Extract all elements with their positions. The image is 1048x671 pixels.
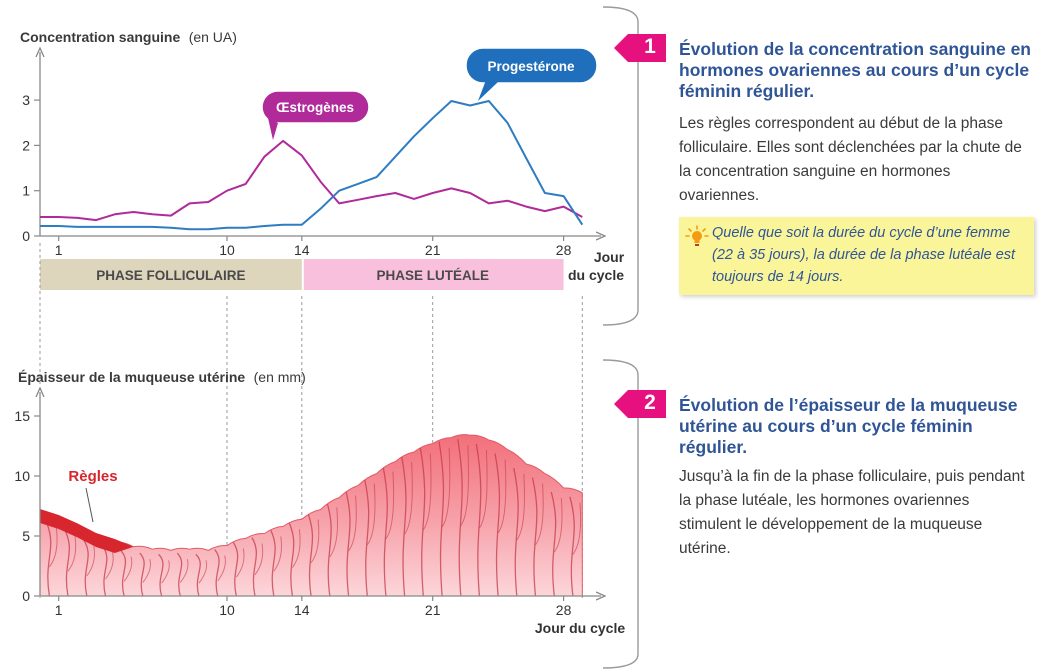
chart2-ytick-label: 15 [14, 408, 30, 424]
info-note-text: Quelle que soit la durée du cycle d’une femme (22 à 35 jours), la durée de la phase lutéale est toujours de 14 jours. [712, 225, 1016, 285]
chart2-xlabel: Jour du cycle [534, 620, 626, 636]
chart2-xtick-label: 28 [555, 602, 572, 618]
chart1-xlabel-line2: du cycle [567, 267, 625, 283]
chart1-ytick-label: 3 [22, 92, 30, 109]
chart1-ytick-label: 2 [22, 137, 30, 154]
phase-label: PHASE LUTÉALE [376, 268, 489, 283]
progesterone-callout [466, 48, 597, 101]
oestrogenes-label: Œstrogènes [275, 100, 355, 115]
chart1-ylabel-unit: (en UA) [188, 29, 237, 45]
section-1-badge [614, 33, 666, 63]
muqueuse-area [40, 435, 582, 596]
regles-pointer [86, 488, 93, 522]
section-2-title: Évolution de l’épaisseur de la muqueuse utérine au cours d’un cycle féminin régulier. [679, 395, 1018, 457]
chart1-xlabel-line1: Jour [593, 249, 625, 265]
chart1-ytick-label: 0 [22, 228, 30, 244]
chart2 [14, 369, 625, 636]
oestrogenes-line [40, 141, 582, 220]
section-2-number: 2 [644, 391, 656, 414]
chart2-ylabel-unit: (en mm) [253, 369, 306, 385]
chart2-ytick-label: 10 [14, 468, 30, 484]
chart1-ylabel-main: Concentration sanguine [20, 29, 181, 45]
chart2-ylabel [18, 369, 306, 386]
section-1-body: Les règles correspondent au début de la phase folliculaire. Elles sont déclenchées par la chute de la concentration sanguine en hormones ovariennes. [679, 115, 1022, 204]
chart2-xtick-label: 10 [219, 602, 235, 618]
chart1-xtick-label: 21 [424, 242, 441, 258]
phase-label: PHASE FOLLICULAIRE [96, 268, 246, 283]
chart1-ytick-label: 1 [22, 182, 30, 199]
chart1-ylabel [20, 29, 237, 46]
oestrogenes-callout [262, 91, 369, 140]
chart2-ylabel-main: Épaisseur de la muqueuse utérine [18, 369, 246, 385]
lightbulb-icon [685, 225, 709, 254]
section-2-body: Jusqu’à la fin de la phase folliculaire, puis pendant la phase lutéale, les hormones ovariennes stimulent le développement de la muqueuse utérine. [679, 468, 1025, 557]
info-note [679, 217, 1034, 295]
chart2-ytick-label: 5 [22, 528, 30, 544]
chart1-xtick-label: 14 [294, 242, 310, 258]
chart2-xtick-label: 21 [424, 602, 441, 618]
chart1-xtick-label: 1 [54, 242, 63, 258]
section-1-number: 1 [644, 35, 656, 58]
regles-label: Règles [68, 468, 118, 485]
chart2-xtick-label: 14 [294, 602, 310, 618]
chart1 [20, 29, 625, 290]
chart1-xtick-label: 10 [219, 242, 235, 258]
chart2-xtick-label: 1 [54, 602, 63, 618]
chart1-xtick-label: 28 [555, 242, 572, 258]
section-1-title: Évolution de la concentration sanguine en hormones ovariennes au cours d’un cycle féminin régulier. [679, 39, 1031, 101]
section-2-badge [614, 389, 666, 419]
progesterone-label: Progestérone [487, 59, 575, 74]
chart2-ytick-label: 0 [22, 588, 30, 604]
